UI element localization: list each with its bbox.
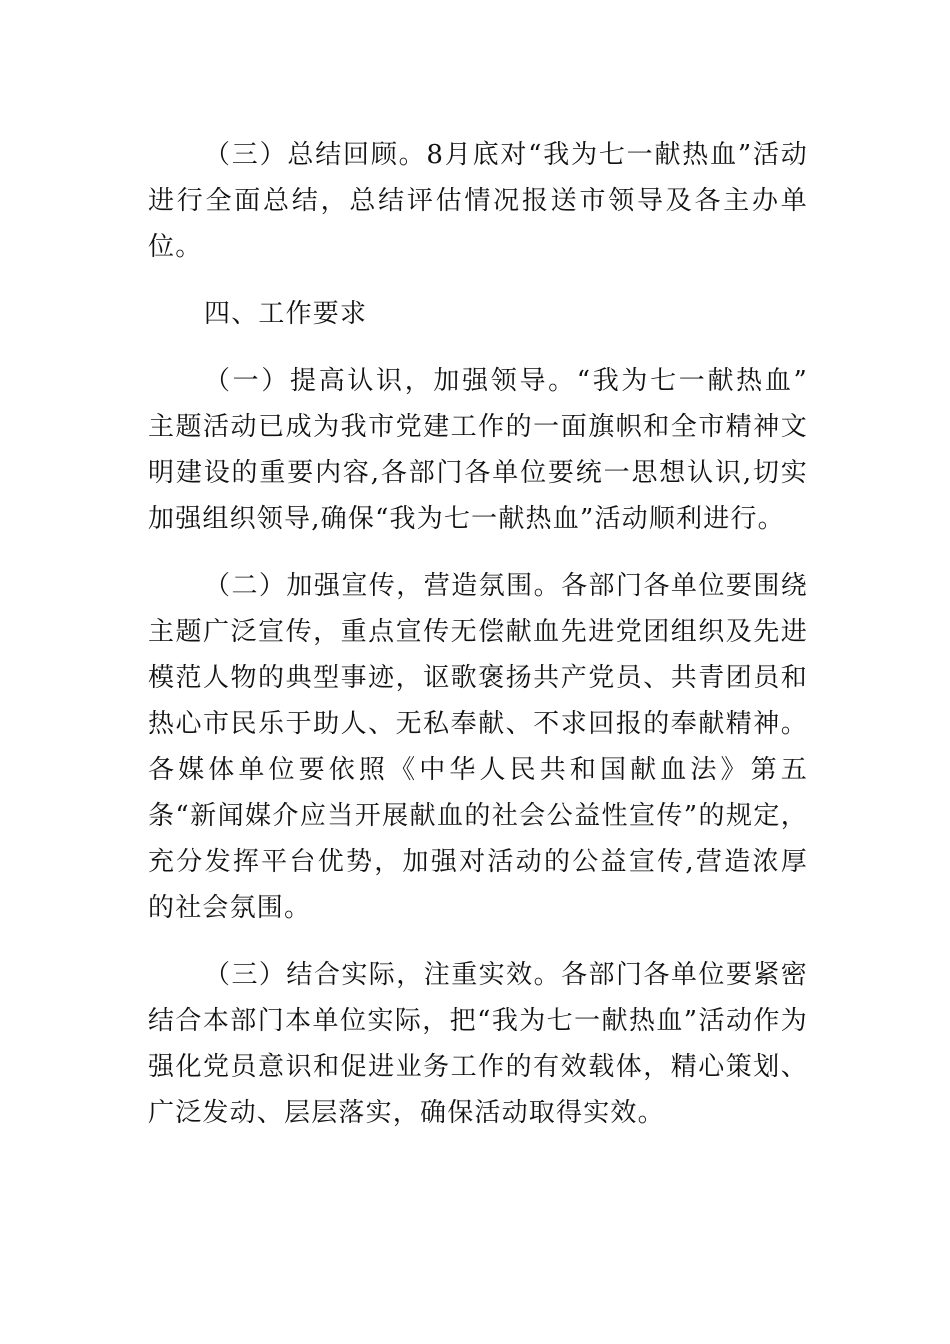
paragraph-summary-review: （三）总结回顾。8月底对“我为七一献热血”活动进行全面总结，总结评估情况报送市领导及各主办单位。: [148, 140, 808, 262]
paragraph-strengthen-publicity: （二）加强宣传，营造氛围。各部门各单位要围绕主题广泛宣传，重点宣传无偿献血先进党团组织及先进模范人物的典型事迹，讴歌褒扬共产党员、共青团员和热心市民乐于助人、无私奉献、不求回报的奉献精神。各媒体单位要依照《中华人民共和国献血法》第五条“新闻媒介应当开展献血的社会公益性宣传”的规定，充分发挥平台优势，加强对活动的公益宣传,营造浓厚的社会氛围。: [148, 571, 808, 923]
section-heading-work-requirements: 四、工作要求: [204, 299, 368, 329]
document-body: [148, 132, 808, 1157]
paragraph-raise-awareness: （一）提高认识，加强领导。“我为七一献热血” 主题活动已成为我市党建工作的一面旗帜和全市精神文明建设的重要内容,各部门各单位要统一思想认识,切实加强组织领导,确保“我为七一献热血”活动顺利进行。: [148, 366, 808, 534]
paragraph-practical-results: （三）结合实际，注重实效。各部门各单位要紧密结合本部门本单位实际，把“我为七一献热血”活动作为强化党员意识和促进业务工作的有效载体，精心策划、广泛发动、层层落实，确保活动取得实效。: [148, 960, 808, 1128]
